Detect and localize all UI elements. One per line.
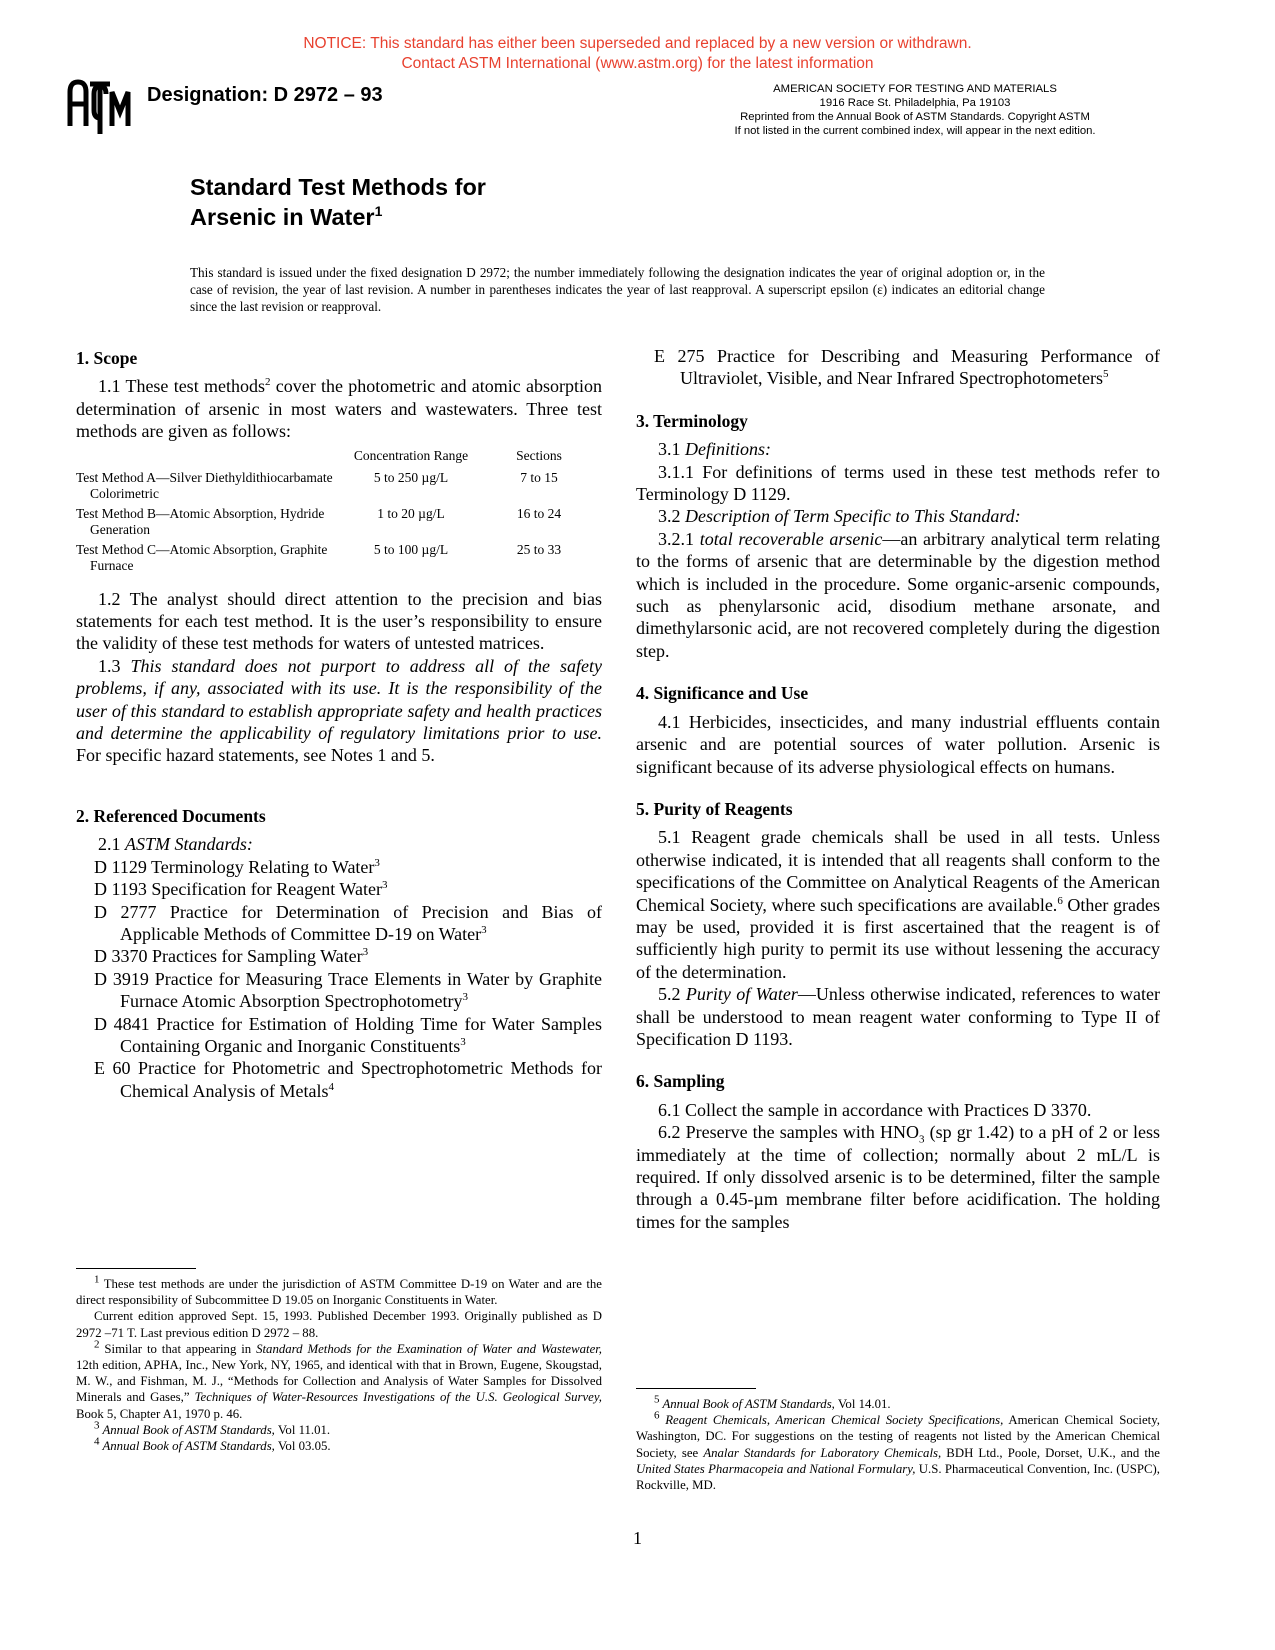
document-title xyxy=(190,172,486,232)
reference-item: D 1193 Specification for Reagent Water$^3$ xyxy=(94,879,388,900)
paragraph-3-2-1: 3.2.1 total recoverable arsenic—an arbitrary analytical term relating to the forms of arsenic that are determinable by the digestion method which is included in the procedure. Some organic-arsenic compounds, such as phenylarsonic acid, disodium methane arsonate, and dimethylarsonic acid, are not recovered completely during the digestion step. xyxy=(636,528,1161,661)
footnote-6: $^6$ Reagent Chemicals, American Chemical Society Specifications, American Chemical Society, Washington, DC. For suggestions on the testing of reagents not listed by the American Chemical Society, see Analar Standards for Laboratory Chemicals, BDH Ltd., Poole, Dorset, U.K., and the United States Pharmacopeia and National Formulary, U.S. Pharmaceutical Convention, Inc. (USPC), Rockville, MD. xyxy=(636,1409,1160,1493)
paragraph-3-2: 3.2 Description of Term Specific to This Standard: xyxy=(658,506,1021,527)
footnote-5: $^5$ Annual Book of ASTM Standards, Vol 14.01. xyxy=(654,1393,891,1411)
right-column xyxy=(636,345,1160,1233)
publisher-info xyxy=(700,82,1130,138)
table-row: Test Method A—Silver Diethyldithiocarbamate Colorimetric 5 to 250 µg/L 7 to 15 xyxy=(76,469,558,501)
footnote-3: $^3$ Annual Book of ASTM Standards, Vol 11.01. xyxy=(94,1419,331,1437)
paragraph-5-1: 5.1 Reagent grade chemicals shall be used in all tests. Unless otherwise indicated, it is intended that all reagents shall conform to the specifications of the Committee on Analytical Reagents of the American Chemical Society, where such specifications are available.$^6$ Other grades may be used, provided it is first ascertained that the reagent is of sufficiently high purity to permit its use without lessening the accuracy of the determination. xyxy=(636,827,1160,982)
section-heading-scope: 1. Scope xyxy=(76,348,138,368)
superseded-notice xyxy=(0,34,1275,74)
reference-item: D 4841 Practice for Estimation of Holding Time for Water Samples Containing Organic and Inorganic Constituents$^3$ xyxy=(94,1013,602,1056)
section-heading-sampling: 6. Sampling xyxy=(636,1071,725,1092)
footnotes-right xyxy=(636,1393,1160,1493)
astm-logo-icon xyxy=(66,74,132,138)
test-methods-table xyxy=(76,447,596,578)
reference-item: D 2777 Practice for Determination of Precision and Bias of Applicable Methods of Committee D-19 on Water$^3$ xyxy=(94,901,602,944)
designation: Designation: D 2972 – 93 xyxy=(147,84,383,106)
footnote-divider xyxy=(636,1388,756,1389)
table-row: Test Method C—Atomic Absorption, Graphite Furnace 5 to 100 µg/L 25 to 33 xyxy=(76,541,562,573)
footnote-4: $^4$ Annual Book of ASTM Standards, Vol 03.05. xyxy=(94,1435,331,1454)
publisher-line: AMERICAN SOCIETY FOR TESTING AND MATERIALS xyxy=(773,83,1057,95)
paragraph-3-1: 3.1 Definitions: xyxy=(658,439,771,460)
publisher-line: 1916 Race St. Philadelphia, Pa 19103 xyxy=(819,97,1011,109)
issuance-note: This standard is issued under the fixed designation D 2972; the number immediately following the designation indicates the year of original adoption or, in the case of revision, the year of last revision. A number in parentheses indicates the year of last reapproval. A superscript epsilon (ε) indicates an editorial change since the last revision or reapproval. xyxy=(190,265,1045,314)
paragraph-6-2: 6.2 Preserve the samples with $HNO_3$ (sp gr 1.42) to a pH of 2 or less immediately at the time of collection; normally about 2 mL/L is required. If only dissolved arsenic is to be determined, filter the sample through a 0.45-µm membrane filter before acidification. The holding times for the samples xyxy=(636,1122,1161,1232)
footnote-2: $^2$ Similar to that appearing in Standard Methods for the Examination of Water and Wastewater, 12th edition, APHA, Inc., New York, NY, 1965, and identical with that in Brown, Eugene, Skougstad, M. W., and Fishman, M. J., “Methods for Collection and Analysis of Water Samples for Dissolved Minerals and Gases,” Techniques of Water-Resources Investigations of the U.S. Geological Survey, Book 5, Chapter A1, 1970 p. 46. xyxy=(76,1338,603,1421)
section-heading-purity: 5. Purity of Reagents xyxy=(636,798,793,819)
footnote-1-continued: Current edition approved Sept. 15, 1993. Published December 1993. Originally published as D 2972 –71 T. Last previous edition D 2972 – 88. xyxy=(76,1309,602,1340)
reference-item: E 275 Practice for Describing and Measuring Performance of Ultraviolet, Visible, and Near Infrared Spectrophotometers$^5$ xyxy=(654,346,1160,389)
left-column xyxy=(76,347,602,1102)
section-heading-terminology: 3. Terminology xyxy=(636,410,748,431)
paragraph-3-1-1: 3.1.1 For definitions of terms used in these test methods refer to Terminology D 1129. xyxy=(636,461,1160,505)
paragraph-1-1: 1.1 These test methods$^2$ cover the photometric and atomic absorption determination of arsenic in most waters and wastewaters. Three test methods are given as follows: xyxy=(76,376,602,442)
paragraph-6-1: 6.1 Collect the sample in accordance with Practices D 3370. xyxy=(658,1099,1092,1120)
reference-item: D 3919 Practice for Measuring Trace Elements in Water by Graphite Furnace Atomic Absorption Spectrophotometry$^3$ xyxy=(94,968,602,1012)
section-heading-referenced-documents: 2. Referenced Documents xyxy=(76,805,266,826)
table-row: Test Method B—Atomic Absorption, Hydride Generation 1 to 20 µg/L 16 to 24 xyxy=(76,505,562,537)
publisher-line: If not listed in the current combined index, will appear in the next edition. xyxy=(734,125,1096,137)
reference-item: D 3370 Practices for Sampling Water$^3$ xyxy=(94,946,369,967)
table-header-sections: Sections xyxy=(516,447,562,463)
reference-item: D 1129 Terminology Relating to Water$^3$ xyxy=(94,856,380,877)
title-footnote-ref: 1 xyxy=(374,203,383,220)
table-header-concentration: Concentration Range xyxy=(353,447,469,463)
paragraph-1-3: 1.3 This standard does not purport to address all of the safety problems, if any, associated with its use. It is the responsibility of the user of this standard to establish appropriate safety and health practices and determine the applicability of regulatory limitations prior to use. For specific hazard statements, see Notes 1 and 5. xyxy=(76,655,602,766)
footnote-divider xyxy=(76,1268,196,1269)
title-line-1: Standard Test Methods for xyxy=(190,174,486,200)
notice-line-2: Contact ASTM International (www.astm.org) for the latest information xyxy=(401,55,874,72)
footnotes-left xyxy=(76,1273,603,1454)
footnote-1: $^1$ These test methods are under the jurisdiction of ASTM Committee D-19 on Water and are the direct responsibility of Subcommittee D 19.05 on Inorganic Constituents in Water. xyxy=(76,1273,602,1308)
paragraph-5-2: 5.2 Purity of Water—Unless otherwise indicated, references to water shall be understood to mean reagent water conforming to Type II of Specification D 1193. xyxy=(636,984,1160,1049)
reference-item: E 60 Practice for Photometric and Spectrophotometric Methods for Chemical Analysis of Metals$^4$ xyxy=(94,1058,602,1101)
section-heading-significance: 4. Significance and Use xyxy=(636,683,809,704)
publisher-line: Reprinted from the Annual Book of ASTM Standards. Copyright ASTM xyxy=(740,111,1090,123)
page-number: 1 xyxy=(633,1528,642,1548)
title-line-2: Arsenic in Water xyxy=(190,204,375,230)
paragraph-4-1: 4.1 Herbicides, insecticides, and many industrial effluents contain arsenic and are potential sources of water pollution. Arsenic is significant because of its adverse physiological effects on humans. xyxy=(636,711,1160,777)
paragraph-2-1: 2.1 ASTM Standards: xyxy=(98,834,253,855)
notice-line-1: NOTICE: This standard has either been superseded and replaced by a new version or withdrawn. xyxy=(303,35,972,52)
paragraph-1-2: 1.2 The analyst should direct attention to the precision and bias statements for each test method. It is the user’s responsibility to ensure the validity of these test methods for waters of untested matrices. xyxy=(76,588,602,654)
